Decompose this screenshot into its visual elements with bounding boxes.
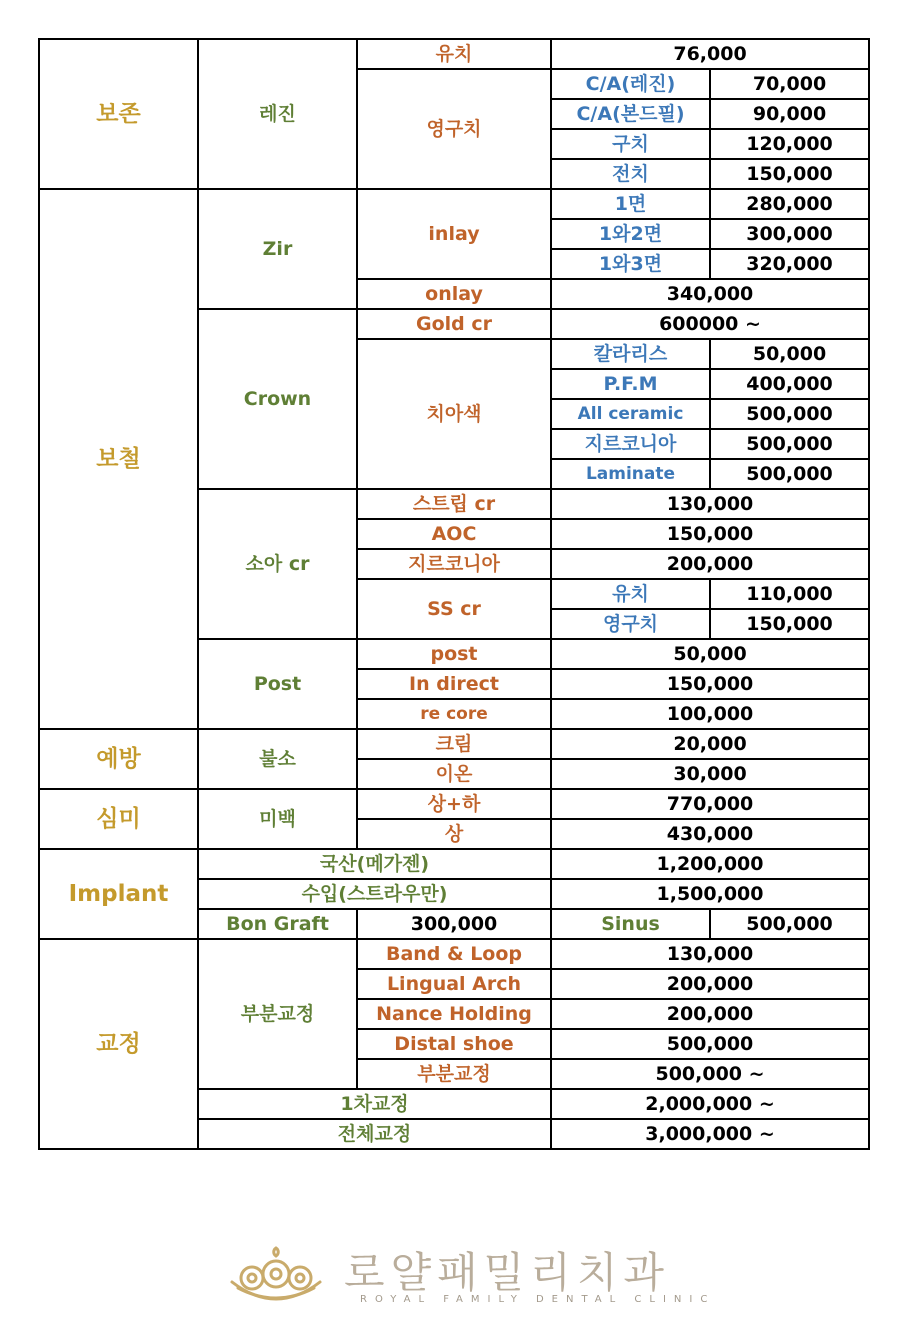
subitem-name: 영구치 <box>551 609 710 639</box>
item-sinus: Sinus <box>551 909 710 939</box>
subitem-price: 500,000 <box>710 399 869 429</box>
subitem-price: 150,000 <box>710 159 869 189</box>
subitem-name: C/A(레진) <box>551 69 710 99</box>
price-onlay: 340,000 <box>551 279 869 309</box>
brand-name-en: ROYAL FAMILY DENTAL CLINIC <box>360 1294 716 1305</box>
price-phase1-ortho: 2,000,000 ~ <box>551 1089 869 1119</box>
category-aesthetic: 심미 <box>39 789 198 849</box>
price-gold-cr: 600000 ~ <box>551 309 869 339</box>
item-price: 200,000 <box>551 999 869 1029</box>
subitem-name: 유치 <box>551 579 710 609</box>
subitem-price: 300,000 <box>710 219 869 249</box>
item-price: 30,000 <box>551 759 869 789</box>
item-price: 430,000 <box>551 819 869 849</box>
item-name: 상+하 <box>357 789 551 819</box>
item-name: Band & Loop <box>357 939 551 969</box>
subitem-price: 120,000 <box>710 129 869 159</box>
subitem-price: 500,000 <box>710 429 869 459</box>
item-name: 크림 <box>357 729 551 759</box>
item-price: 500,000 ~ <box>551 1059 869 1089</box>
item-price: 770,000 <box>551 789 869 819</box>
category-prevention: 예방 <box>39 729 198 789</box>
item-name: re core <box>357 699 551 729</box>
subcat-zir: Zir <box>198 189 357 309</box>
subitem-price: 280,000 <box>710 189 869 219</box>
price-imported-implant: 1,500,000 <box>551 879 869 909</box>
item-bone-graft: Bon Graft <box>198 909 357 939</box>
item-permanent: 영구치 <box>357 69 551 189</box>
item-tooth-color: 치아색 <box>357 339 551 489</box>
item-inlay: inlay <box>357 189 551 279</box>
item-primary: 유치 <box>357 39 551 69</box>
subitem-name: 전치 <box>551 159 710 189</box>
subitem-price: 70,000 <box>710 69 869 99</box>
subcat-partial-ortho: 부분교정 <box>198 939 357 1089</box>
subitem-price: 320,000 <box>710 249 869 279</box>
item-price: 130,000 <box>551 939 869 969</box>
subitem-price: 500,000 <box>710 459 869 489</box>
item-price: 50,000 <box>551 639 869 669</box>
item-price: 200,000 <box>551 969 869 999</box>
item-full-ortho: 전체교정 <box>198 1119 551 1149</box>
item-name: post <box>357 639 551 669</box>
crown-smile-icon <box>226 1242 326 1306</box>
item-ss-cr: SS cr <box>357 579 551 639</box>
item-aoc: AOC <box>357 519 551 549</box>
price-domestic-implant: 1,200,000 <box>551 849 869 879</box>
price-strip-cr: 130,000 <box>551 489 869 519</box>
item-domestic-implant: 국산(메가젠) <box>198 849 551 879</box>
item-name: Nance Holding <box>357 999 551 1029</box>
subitem-price: 150,000 <box>710 609 869 639</box>
subcat-crown: Crown <box>198 309 357 489</box>
item-name: 부분교정 <box>357 1059 551 1089</box>
subitem-name: 구치 <box>551 129 710 159</box>
item-name: Lingual Arch <box>357 969 551 999</box>
item-onlay: onlay <box>357 279 551 309</box>
subcat-resin: 레진 <box>198 39 357 189</box>
item-gold-cr: Gold cr <box>357 309 551 339</box>
price-sinus: 500,000 <box>710 909 869 939</box>
subitem-name: All ceramic <box>551 399 710 429</box>
subitem-name: C/A(본드필) <box>551 99 710 129</box>
subitem-name: 1와2면 <box>551 219 710 249</box>
category-conservation: 보존 <box>39 39 198 189</box>
subitem-name: Laminate <box>551 459 710 489</box>
item-strip-cr: 스트립 cr <box>357 489 551 519</box>
subcat-post: Post <box>198 639 357 729</box>
item-zirconia: 지르코니아 <box>357 549 551 579</box>
subitem-price: 400,000 <box>710 369 869 399</box>
price-primary: 76,000 <box>551 39 869 69</box>
item-price: 20,000 <box>551 729 869 759</box>
item-phase1-ortho: 1차교정 <box>198 1089 551 1119</box>
footer-brand <box>226 1238 726 1310</box>
subcat-fluoride: 불소 <box>198 729 357 789</box>
subitem-name: 칼라리스 <box>551 339 710 369</box>
subitem-name: 1와3면 <box>551 249 710 279</box>
subitem-price: 110,000 <box>710 579 869 609</box>
price-bone-graft: 300,000 <box>357 909 551 939</box>
item-price: 500,000 <box>551 1029 869 1059</box>
subitem-name: 지르코니아 <box>551 429 710 459</box>
category-implant: Implant <box>39 849 198 939</box>
category-prosthetics: 보철 <box>39 189 198 729</box>
price-zirconia: 200,000 <box>551 549 869 579</box>
subcat-whitening: 미백 <box>198 789 357 849</box>
item-price: 150,000 <box>551 669 869 699</box>
brand-name-ko: 로얄패밀리치과 <box>344 1248 671 1297</box>
subcat-pediatric: 소아 cr <box>198 489 357 639</box>
subitem-name: 1면 <box>551 189 710 219</box>
item-name: 상 <box>357 819 551 849</box>
subitem-price: 50,000 <box>710 339 869 369</box>
price-aoc: 150,000 <box>551 519 869 549</box>
price-table <box>38 38 870 1150</box>
category-orthodontics: 교정 <box>39 939 198 1149</box>
item-name: 이온 <box>357 759 551 789</box>
item-price: 100,000 <box>551 699 869 729</box>
item-name: Distal shoe <box>357 1029 551 1059</box>
price-full-ortho: 3,000,000 ~ <box>551 1119 869 1149</box>
subitem-name: P.F.M <box>551 369 710 399</box>
subitem-price: 90,000 <box>710 99 869 129</box>
item-name: In direct <box>357 669 551 699</box>
item-imported-implant: 수입(스트라우만) <box>198 879 551 909</box>
